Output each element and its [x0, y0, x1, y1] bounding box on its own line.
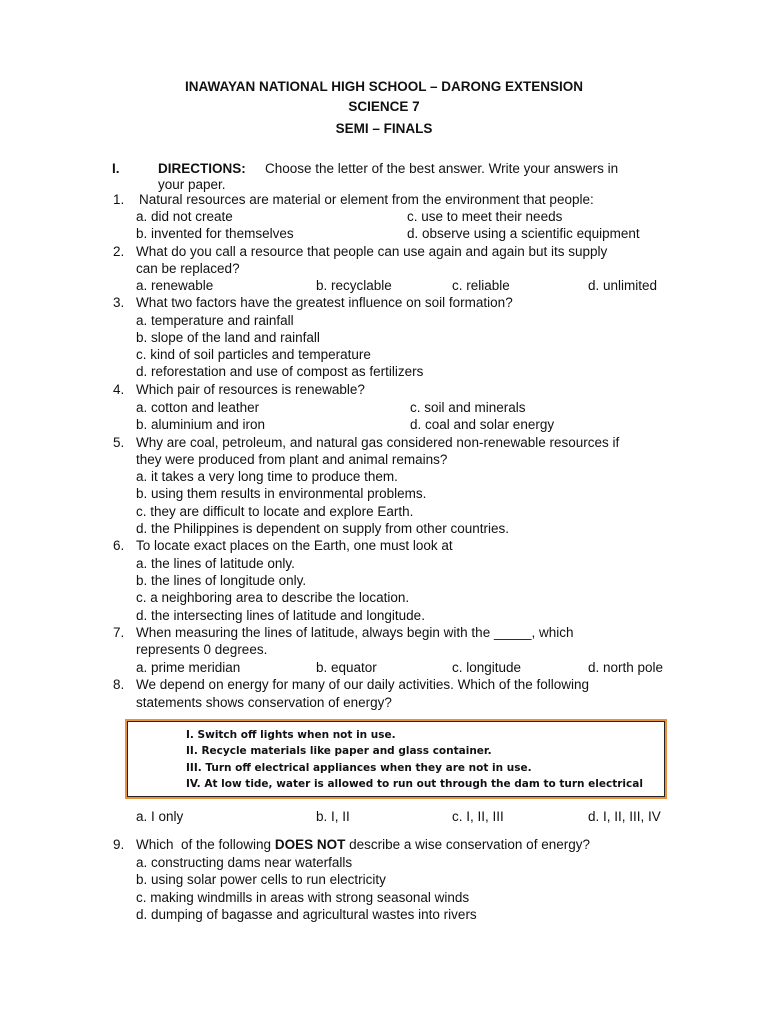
- question-3-text: What two factors have the greatest influence on soil formation?: [136, 295, 513, 310]
- q8-choice-c: c. I, II, III: [452, 809, 504, 824]
- q9-choice-b: b. using solar power cells to run electricity: [136, 872, 386, 887]
- q9-choice-a: a. constructing dams near waterfalls: [136, 855, 353, 870]
- question-9-text-end: describe a wise conservation of energy?: [345, 837, 590, 852]
- question-8-text: We depend on energy for many of our daily activities. Which of the following: [136, 677, 589, 692]
- directions-text: Choose the letter of the best answer. Write your answers in: [265, 161, 619, 176]
- q2-choice-b: b. recyclable: [316, 278, 392, 293]
- q9-choice-c: c. making windmills in areas with strong seasonal winds: [136, 890, 470, 905]
- q3-choice-d: d. reforestation and use of compost as fertilizers: [136, 364, 424, 379]
- question-9-emphasis: DOES NOT: [274, 837, 346, 852]
- question-number: 1.: [113, 192, 125, 207]
- question-2-text: What do you call a resource that people can use again and again but its supply: [136, 244, 608, 259]
- q5-choice-c: c. they are difficult to locate and explore Earth.: [136, 504, 414, 519]
- question-number: 6.: [113, 538, 125, 553]
- school-name: INAWAYAN NATIONAL HIGH SCHOOL – DARONG EXTENSION: [184, 79, 584, 94]
- question-number: 4.: [113, 382, 125, 397]
- q3-choice-a: a. temperature and rainfall: [136, 313, 294, 328]
- question-1-text: Natural resources are material or element from the environment that people:: [139, 192, 594, 207]
- q7-choice-c: c. longitude: [452, 660, 522, 675]
- q6-choice-a: a. the lines of latitude only.: [136, 556, 295, 571]
- term-title: SEMI – FINALS: [335, 121, 433, 136]
- question-6-text: To locate exact places on the Earth, one must look at: [136, 538, 453, 553]
- question-number: 9.: [113, 837, 125, 852]
- directions-label: DIRECTIONS:: [158, 161, 246, 176]
- q4-choice-c: c. soil and minerals: [410, 400, 526, 415]
- question-2-text-continued: can be replaced?: [136, 261, 240, 276]
- question-7-text-continued: represents 0 degrees.: [136, 642, 268, 657]
- q6-choice-d: d. the intersecting lines of latitude and longitude.: [136, 608, 425, 623]
- statement-2: II. Recycle materials like paper and glass container.: [186, 745, 492, 757]
- q2-choice-c: c. reliable: [452, 278, 510, 293]
- question-9-text: [136, 837, 590, 853]
- q3-choice-c: c. kind of soil particles and temperature: [136, 347, 371, 362]
- q2-choice-d: d. unlimited: [588, 278, 658, 293]
- question-number: 3.: [113, 295, 125, 310]
- q7-choice-a: a. prime meridian: [136, 660, 241, 675]
- q2-choice-a: a. renewable: [136, 278, 214, 293]
- statement-4: IV. At low tide, water is allowed to run out through the dam to turn electrical: [186, 778, 643, 790]
- section-numeral: I.: [112, 161, 120, 176]
- question-9-text-start: Which of the following: [136, 837, 275, 852]
- q4-choice-a: a. cotton and leather: [136, 400, 260, 415]
- q7-choice-d: d. north pole: [588, 660, 664, 675]
- question-number: 8.: [113, 677, 125, 692]
- q3-choice-b: b. slope of the land and rainfall: [136, 330, 320, 345]
- statements-box: [127, 721, 665, 797]
- q1-choice-a: a. did not create: [136, 209, 233, 224]
- q8-choice-d: d. I, II, III, IV: [588, 809, 661, 824]
- question-number: 7.: [113, 625, 125, 640]
- statement-3: III. Turn off electrical appliances when they are not in use.: [186, 762, 532, 774]
- question-5-text: Why are coal, petroleum, and natural gas considered non-renewable resources if: [136, 435, 620, 450]
- q1-choice-d: d. observe using a scientific equipment: [407, 226, 640, 241]
- q4-choice-b: b. aluminium and iron: [136, 417, 266, 432]
- q5-choice-a: a. it takes a very long time to produce them.: [136, 469, 398, 484]
- statement-1: I. Switch off lights when not in use.: [186, 729, 396, 741]
- q8-choice-a: a. I only: [136, 809, 184, 824]
- q1-choice-b: b. invented for themselves: [136, 226, 294, 241]
- question-4-text: Which pair of resources is renewable?: [136, 382, 365, 397]
- q6-choice-c: c. a neighboring area to describe the location.: [136, 590, 410, 605]
- subject-title: SCIENCE 7: [348, 99, 420, 114]
- q8-choice-b: b. I, II: [316, 809, 350, 824]
- directions-text-continued: your paper.: [158, 177, 226, 192]
- question-5-text-continued: they were produced from plant and animal remains?: [136, 452, 448, 467]
- question-7-text: When measuring the lines of latitude, always begin with the _____, which: [136, 625, 574, 640]
- q9-choice-d: d. dumping of bagasse and agricultural wastes into rivers: [136, 907, 477, 922]
- question-8-text-continued: statements shows conservation of energy?: [136, 695, 392, 710]
- q1-choice-c: c. use to meet their needs: [407, 209, 563, 224]
- question-number: 5.: [113, 435, 125, 450]
- q5-choice-b: b. using them results in environmental problems.: [136, 486, 427, 501]
- question-number: 2.: [113, 244, 125, 259]
- q6-choice-b: b. the lines of longitude only.: [136, 573, 307, 588]
- q7-choice-b: b. equator: [316, 660, 377, 675]
- q4-choice-d: d. coal and solar energy: [410, 417, 555, 432]
- q5-choice-d: d. the Philippines is dependent on supply from other countries.: [136, 521, 509, 536]
